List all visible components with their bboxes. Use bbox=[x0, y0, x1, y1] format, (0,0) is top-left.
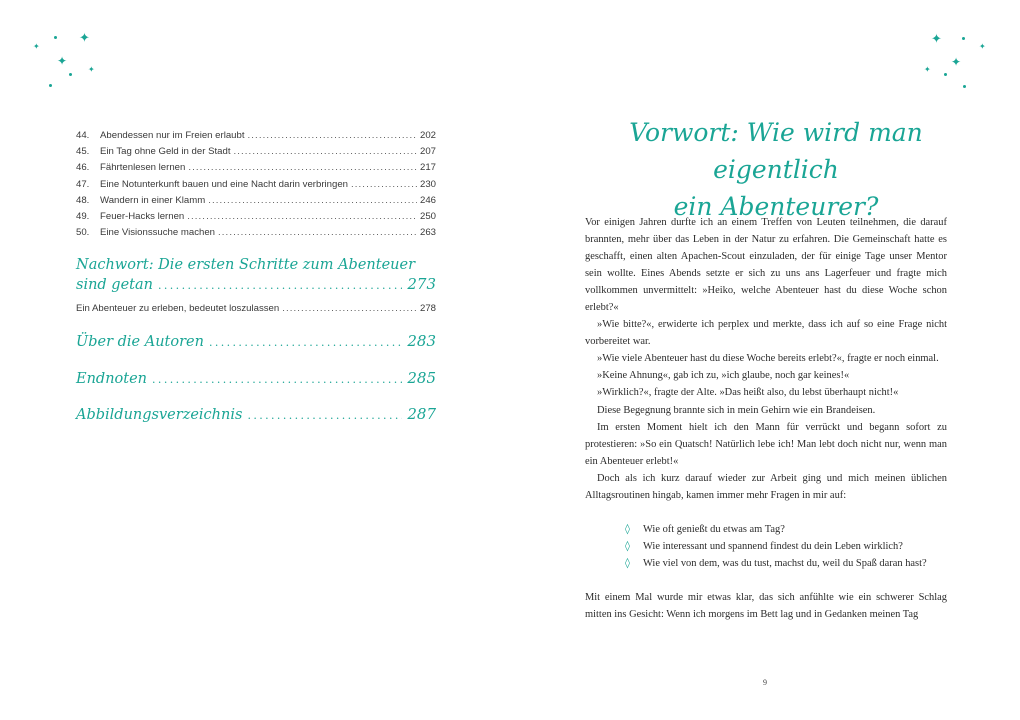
toc-title: Ein Tag ohne Geld in der Stadt bbox=[100, 146, 231, 158]
toc-section-abbildungen[interactable] bbox=[76, 405, 436, 423]
sparkle-dot-icon bbox=[962, 37, 965, 40]
toc-number: 46. bbox=[76, 162, 90, 174]
list-item-text: Wie viel von dem, was du tust, machst du, weil du Spaß daran hast? bbox=[643, 557, 927, 569]
leader-dots bbox=[188, 162, 417, 173]
section-title-line2: sind getan bbox=[76, 277, 153, 293]
toc-title: Ein Abenteuer zu erleben, bedeutet loszulassen bbox=[76, 303, 280, 314]
section-title-line1: Nachwort: Die ersten Schritte zum Abenteuer bbox=[76, 257, 416, 273]
paragraph: »Wirklich?«, fragte der Alte. »Das heißt also, du lebst überhaupt nicht!« bbox=[597, 387, 899, 399]
toc-number: 44. bbox=[76, 130, 90, 141]
toc-page: 217 bbox=[419, 162, 436, 174]
toc-entry[interactable] bbox=[76, 162, 436, 178]
leader-dots bbox=[152, 373, 402, 386]
sparkle-icon: ✦ bbox=[931, 32, 942, 47]
section-page: 287 bbox=[407, 405, 436, 423]
leader-dots bbox=[248, 130, 417, 141]
paragraph: »Wie viele Abenteuer hast du diese Woche bereits erlebt?«, fragte er noch einmal. bbox=[597, 353, 939, 365]
paragraph: Im ersten Moment hielt ich den Mann für verrückt und begann sofort zu protestieren: »So ein Quatsch! Natürlich lebe ich! Man lebt doch nicht nur, wenn man ein Abenteuer erlebt!« bbox=[585, 421, 947, 467]
list-item bbox=[625, 538, 947, 555]
toc-title: Eine Visionssuche machen bbox=[100, 227, 216, 239]
right-page bbox=[510, 0, 1020, 720]
toc-page: 207 bbox=[419, 146, 436, 158]
heading-line1: Vorwort: Wie wird man eigentlich bbox=[629, 118, 923, 184]
toc-title: Feuer-Hacks lernen bbox=[100, 210, 185, 222]
toc-number: 50. bbox=[76, 227, 90, 239]
sparkle-icon: ✦ bbox=[57, 54, 68, 68]
toc-entry[interactable] bbox=[76, 179, 436, 195]
toc-title: Abendessen nur im Freien erlaubt bbox=[100, 130, 245, 141]
toc-entry[interactable] bbox=[76, 211, 436, 227]
sparkle-dot-icon bbox=[54, 36, 57, 39]
paragraph: Vor einigen Jahren durfte ich an einem Treffen von Leuten teilnehmen, die darauf brannten, mehr über das Leben in der Natur zu erfahren. Die Gemeinschaft hatte es geschafft, einen alten Apachen-Scout einzuladen, der für einige Tage unser Mentor sein wollte. Eines Abends setzte er sich zu uns ans Lagerfeuer und fragte mich vollkommen unvermittelt: »Heiko, welche Abenteuer hast du diese Woche schon erlebt?« bbox=[585, 217, 947, 314]
toc-page: 278 bbox=[419, 303, 436, 314]
leader-dots bbox=[234, 146, 417, 157]
section-page: 273 bbox=[407, 275, 436, 293]
toc-entry[interactable] bbox=[76, 195, 436, 211]
heading-line2: ein Abenteurer? bbox=[673, 192, 879, 221]
toc-page: 246 bbox=[419, 194, 436, 206]
sparkle-dot-icon bbox=[69, 73, 72, 76]
section-page: 285 bbox=[407, 369, 436, 387]
toc-entry[interactable] bbox=[76, 227, 436, 243]
chapter-body bbox=[585, 214, 947, 623]
table-of-contents bbox=[76, 130, 436, 243]
paragraph: »Wie bitte?«, erwiderte ich perplex und merkte, dass ich auf so eine Frage nicht vorbereitet war. bbox=[585, 319, 947, 348]
paragraph: Diese Begegnung brannte sich in mein Gehirn wie ein Brandeisen. bbox=[597, 404, 876, 416]
sparkle-icon: ✦ bbox=[979, 42, 986, 51]
sparkle-dot-icon bbox=[963, 85, 966, 88]
leader-dots bbox=[218, 227, 417, 238]
page-number: 9 bbox=[763, 678, 767, 687]
question-list bbox=[625, 521, 947, 572]
toc-entry[interactable] bbox=[76, 130, 436, 146]
list-item bbox=[625, 521, 947, 538]
section-title: Über die Autoren bbox=[76, 334, 204, 350]
toc-section-nachwort[interactable] bbox=[76, 257, 436, 293]
toc-entry[interactable] bbox=[76, 146, 436, 162]
leader-dots bbox=[247, 409, 402, 422]
chapter-heading bbox=[596, 114, 956, 225]
toc-page: 230 bbox=[419, 178, 436, 190]
sparkle-icon: ✦ bbox=[951, 55, 962, 69]
toc-title: Wandern in einer Klamm bbox=[100, 194, 206, 206]
leader-dots bbox=[209, 336, 402, 349]
leader-dots bbox=[282, 303, 417, 314]
diamond-bullet-icon: ◊ bbox=[625, 557, 630, 569]
list-item-text: Wie oft genießt du etwas am Tag? bbox=[643, 523, 785, 535]
toc-page: 263 bbox=[419, 227, 436, 239]
leader-dots bbox=[208, 195, 417, 206]
leader-dots bbox=[351, 179, 417, 190]
paragraph: Doch als ich kurz darauf wieder zur Arbeit ging und mich meinen üblichen Alltagsroutinen hingab, kamen immer mehr Fragen in mir auf: bbox=[585, 472, 947, 501]
toc-page: 202 bbox=[419, 130, 436, 141]
diamond-bullet-icon: ◊ bbox=[625, 540, 630, 552]
diamond-bullet-icon: ◊ bbox=[625, 523, 630, 535]
toc-number: 49. bbox=[76, 210, 90, 222]
sparkle-dot-icon bbox=[49, 84, 52, 87]
toc-title: Fährtenlesen lernen bbox=[100, 162, 186, 174]
toc-section-endnoten[interactable] bbox=[76, 369, 436, 387]
toc-title: Eine Notunterkunft bauen und eine Nacht darin verbringen bbox=[100, 178, 349, 190]
sparkle-icon: ✦ bbox=[79, 31, 90, 46]
paragraph: »Keine Ahnung«, gab ich zu, »ich glaube, noch gar keines!« bbox=[597, 370, 850, 382]
section-page: 283 bbox=[407, 332, 436, 350]
toc-number: 45. bbox=[76, 146, 90, 158]
list-item bbox=[625, 555, 947, 572]
list-item-text: Wie interessant und spannend findest du dein Leben wirklich? bbox=[643, 540, 903, 552]
sparkle-icon: ✦ bbox=[33, 42, 40, 51]
sparkle-dot-icon bbox=[944, 73, 947, 76]
sparkle-icon: ✦ bbox=[924, 65, 931, 74]
section-title: Abbildungsverzeichnis bbox=[76, 407, 243, 423]
toc-number: 48. bbox=[76, 194, 90, 206]
toc-section-autoren[interactable] bbox=[76, 332, 436, 350]
leader-dots bbox=[158, 279, 402, 292]
leader-dots bbox=[187, 211, 417, 222]
sparkle-icon: ✦ bbox=[88, 65, 95, 74]
toc-page: 250 bbox=[419, 210, 436, 222]
toc-subentry[interactable] bbox=[76, 303, 436, 314]
section-title: Endnoten bbox=[76, 371, 148, 387]
toc-number: 47. bbox=[76, 178, 90, 190]
paragraph: Mit einem Mal wurde mir etwas klar, das sich anfühlte wie ein schwerer Schlag mitten ins Gesicht: Wenn ich morgens im Bett lag und in Gedanken meinen Tag bbox=[585, 591, 947, 620]
